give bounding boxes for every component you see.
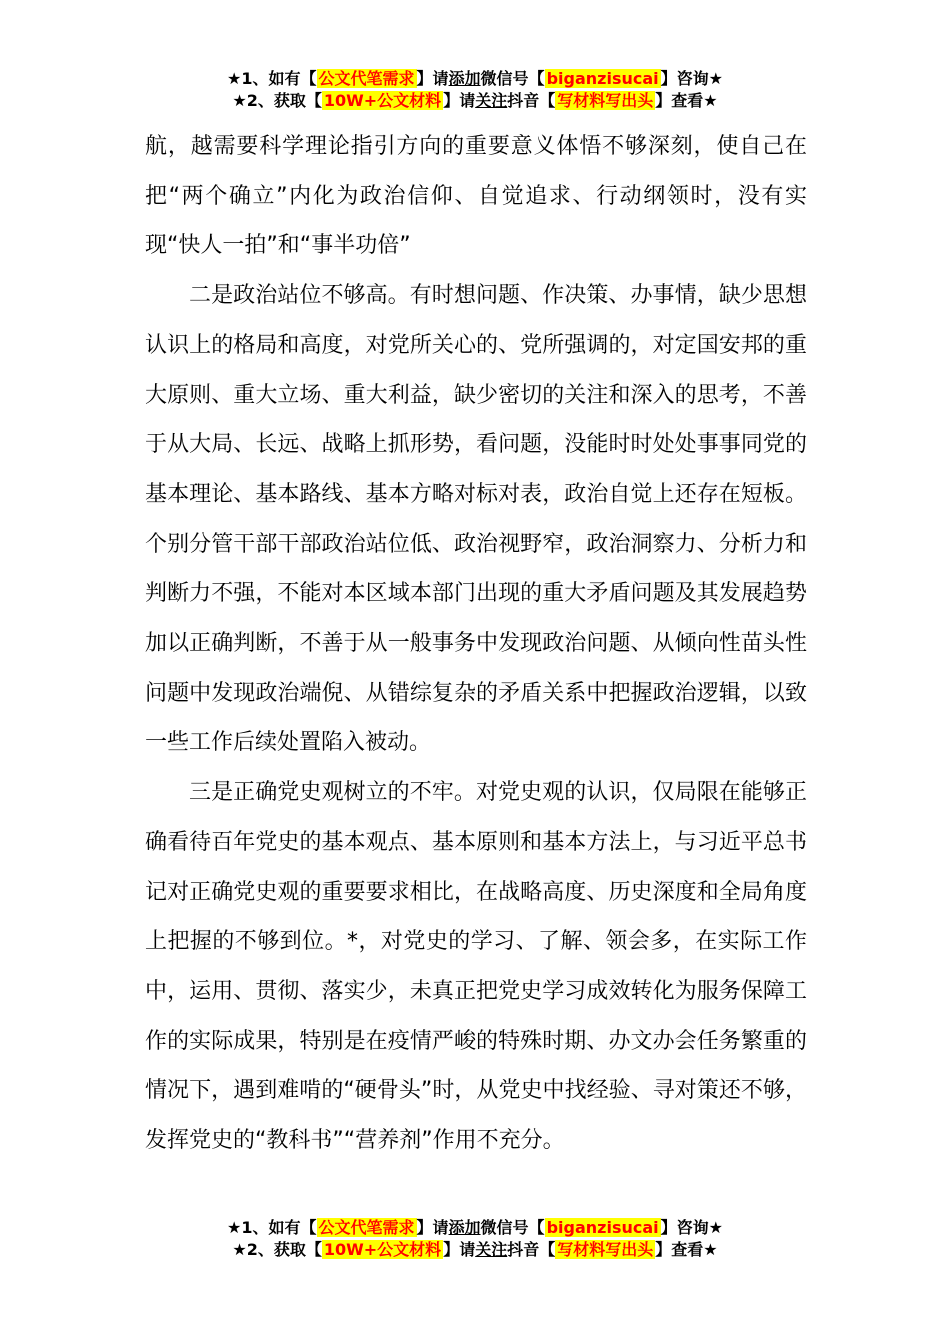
banner-line-1 — [0, 68, 950, 90]
highlight-materials: 10W+公文材料 — [323, 91, 442, 110]
top-banner — [0, 68, 950, 112]
banner-text: 微信号【 — [480, 1218, 545, 1237]
banner-text: ★1、如有【 — [227, 1218, 317, 1237]
banner-text: 】查看★ — [655, 1240, 718, 1259]
highlight-douyin-account: 写材料写出头 — [557, 1240, 654, 1259]
highlight-service: 公文代笔需求 — [318, 69, 415, 88]
banner-underlined-text: 添加 — [448, 1218, 481, 1237]
banner-text: 】咨询★ — [660, 69, 723, 88]
banner-line-2 — [0, 90, 950, 112]
highlight-materials: 10W+公文材料 — [323, 1240, 442, 1259]
paragraph-political-stance: 二是政治站位不够高。有时想问题、作决策、办事情，缺少思想认识上的格局和高度，对党所关心的、党所强调的，对定国安邦的重大原则、重大立场、重大利益，缺少密切的关注和深入的思考，不善于从大局、长远、战略上抓形势，看问题，没能时时处处事事同党的基本理论、基本路线、基本方略对标对表，政治自觉上还存在短板。个别分管干部干部政治站位低、政治视野窄，政治洞察力、分析力和判断力不强，不能对本区域本部门出现的重大矛盾问题及其发展趋势加以正确判断，不善于从一般事务中发现政治问题、从倾向性苗头性问题中发现政治端倪、从错综复杂的矛盾关系中把握政治逻辑，以致一些工作后续处置陷入被动。 — [145, 283, 807, 756]
banner-text: 】请 — [443, 1240, 476, 1259]
highlight-service: 公文代笔需求 — [318, 1218, 415, 1237]
banner-text: 】咨询★ — [660, 1218, 723, 1237]
banner-text: ★1、如有【 — [227, 69, 317, 88]
paragraph-party-history: 三是正确党史观树立的不牢。对党史观的认识，仅局限在能够正确看待百年党史的基本观点、基本原则和基本方法上，与习近平总书记对正确党史观的重要要求相比，在战略高度、历史深度和全局角度上把握的不够到位。*，对党史的学习、了解、领会多，在实际工作中，运用、贯彻、落实少，未真正把党史学习成效转化为服务保障工作的实际成果，特别是在疫情严峻的特殊时期、办文办会任务繁重的情况下，遇到难啃的“硬骨头”时，从党史中找经验、寻对策还不够，发挥党史的“教科书”“营养剂”作用不充分。 — [145, 780, 807, 1154]
banner-text: 】查看★ — [655, 91, 718, 110]
highlight-wechat-id: biganzisucai — [546, 1218, 659, 1237]
highlight-wechat-id: biganzisucai — [546, 69, 659, 88]
bottom-banner — [0, 1217, 950, 1261]
banner-text: 抖音【 — [507, 91, 556, 110]
banner-text: ★2、获取【 — [232, 91, 322, 110]
banner-text: 】请 — [416, 69, 449, 88]
banner-text: 微信号【 — [480, 69, 545, 88]
banner-text: 】请 — [416, 1218, 449, 1237]
banner-line-1 — [0, 1217, 950, 1239]
banner-underlined-text: 关注 — [475, 91, 508, 110]
document-body — [145, 122, 807, 1166]
banner-underlined-text: 添加 — [448, 69, 481, 88]
paragraph-continuation: 航，越需要科学理论指引方向的重要意义体悟不够深刻，使自己在把“两个确立”内化为政治信仰、自觉追求、行动纲领时，没有实现“快人一拍”和“事半功倍” — [145, 134, 807, 259]
highlight-douyin-account: 写材料写出头 — [557, 91, 654, 110]
banner-line-2 — [0, 1239, 950, 1261]
banner-underlined-text: 关注 — [475, 1240, 508, 1259]
banner-text: ★2、获取【 — [232, 1240, 322, 1259]
banner-text: 抖音【 — [507, 1240, 556, 1259]
banner-text: 】请 — [443, 91, 476, 110]
